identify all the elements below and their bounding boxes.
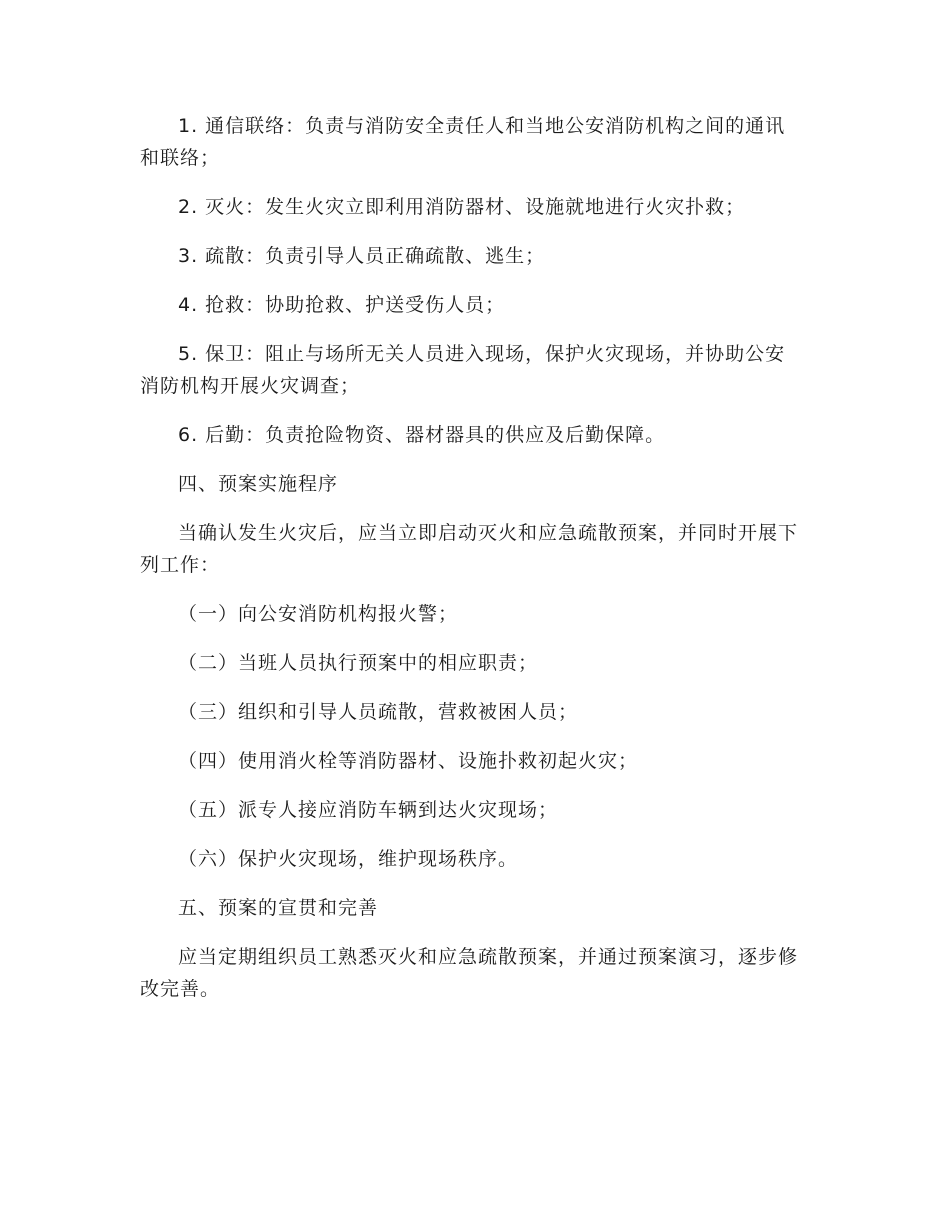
procedure-step-1: （一）向公安消防机构报火警；: [178, 603, 459, 625]
procedure-step-6: （六）保护火灾现场，维护现场秩序。: [178, 848, 519, 870]
duty-firefighting: 2. 灭火：发生火灾立即利用消防器材、设施就地进行火灾扑救；: [178, 196, 746, 218]
procedure-step-5: （五）派专人接应消防车辆到达火灾现场；: [178, 799, 559, 821]
procedure-intro: 当确认发生火灾后，应当立即启动灭火和应急疏散预案，并同时开展下列工作：: [140, 522, 799, 576]
duty-logistics: 6. 后勤：负责抢险物资、器材器具的供应及后勤保障。: [178, 424, 666, 446]
procedure-step-3: （三）组织和引导人员疏散，营救被困人员；: [178, 701, 579, 723]
procedure-step-2: （二）当班人员执行预案中的相应职责；: [178, 652, 539, 674]
duty-rescue: 4. 抢救：协助抢救、护送受伤人员；: [178, 294, 506, 316]
section-heading-procedure: 四、预案实施程序: [178, 473, 339, 495]
promotion-text: 应当定期组织员工熟悉灭火和应急疏散预案，并通过预案演习，逐步修改完善。: [140, 946, 799, 1000]
duty-evacuation: 3. 疏散：负责引导人员正确疏散、逃生；: [178, 245, 546, 267]
procedure-step-4: （四）使用消火栓等消防器材、设施扑救初起火灾；: [178, 750, 639, 772]
document-body: [140, 110, 805, 1022]
duty-communication: 1. 通信联络：负责与消防安全责任人和当地公安消防机构之间的通讯和联络；: [140, 115, 786, 169]
duty-security: 5. 保卫：阻止与场所无关人员进入现场，保护火灾现场，并协助公安消防机构开展火灾调查；: [140, 343, 786, 397]
section-heading-promotion: 五、预案的宣贯和完善: [178, 897, 379, 919]
